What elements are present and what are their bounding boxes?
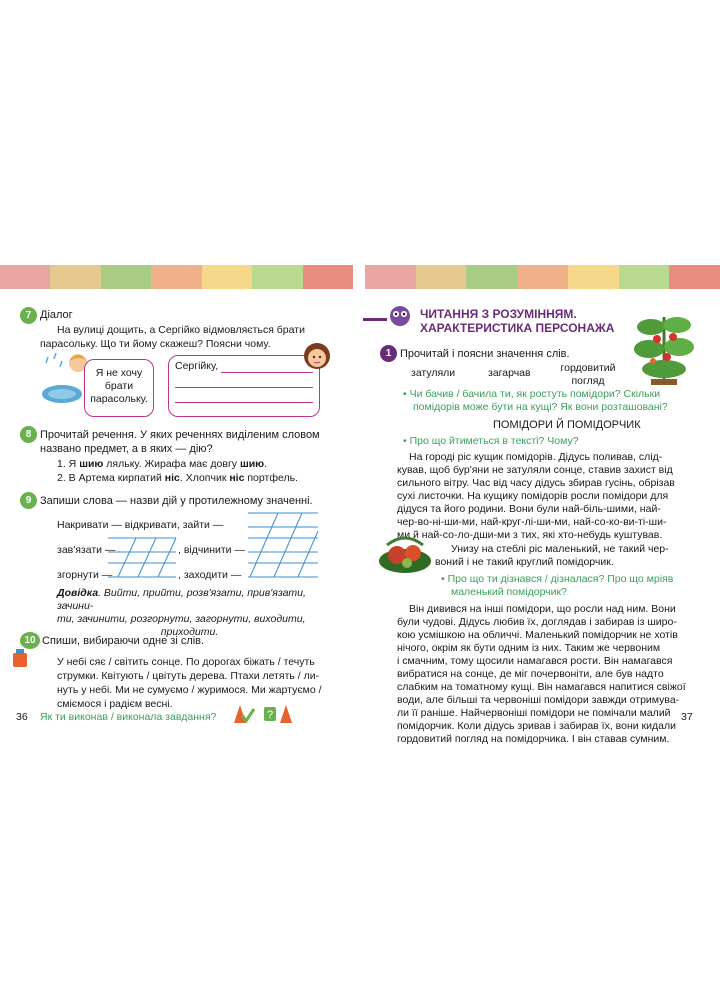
task7-title: Діалог bbox=[40, 309, 73, 321]
hint-text: ти, зачинити, розгорнути, загорнути, виходити, bbox=[57, 613, 306, 625]
right-page bbox=[363, 289, 720, 745]
page-number-37: 37 bbox=[681, 711, 693, 723]
task7-line2: парасольку. Що ти йому скажеш? Поясни чому. bbox=[40, 338, 271, 350]
header-accent-bar bbox=[363, 318, 387, 321]
task10-line: У небі сяє / світить сонце. По дорогах біжать / течуть bbox=[57, 656, 315, 668]
girl-avatar-illustration bbox=[300, 339, 334, 371]
story-line: Він дивився на інші помідори, що росли над ним. Вони bbox=[409, 603, 676, 615]
task9-row2a: зав'язати — bbox=[57, 544, 116, 556]
task7-line1: На вулиці дощить, а Сергійко відмовляється брати bbox=[57, 324, 305, 336]
stripe-segment bbox=[568, 265, 619, 289]
highlighted-word: шию bbox=[79, 458, 104, 470]
story-line: кував, щоб бур'яни не затуляли сонце, ставив захист від bbox=[397, 464, 673, 476]
task10-title: Спиши, вибираючи одне зі слів. bbox=[42, 635, 205, 647]
story-line: води, але більші та червоніші помідори завжди отримува- bbox=[397, 694, 680, 706]
story-paragraph-2 bbox=[435, 543, 669, 569]
hint-text: . Вийти, прийти, розв'язати, прив'язати, зачини- bbox=[57, 587, 306, 612]
stripe-segment bbox=[669, 265, 720, 289]
vocab-word-line: гордовитий bbox=[560, 362, 616, 374]
sentence-text: ляльку. Жирафа має довгу bbox=[103, 458, 240, 470]
reply-answer-box[interactable] bbox=[168, 355, 320, 417]
story-line: сильного вітру. Час від часу дідусь збирав гусінь, обрізав bbox=[397, 477, 675, 489]
task-number-9: 9 bbox=[20, 492, 37, 509]
question-line: маленький помідорчик? bbox=[451, 586, 567, 598]
story-line: помідорчик. Коли дідусь зривав і забирав їх, вони кидали bbox=[397, 720, 676, 732]
bubble-line2: брати bbox=[104, 380, 134, 392]
story-line: дідуся та його родини. Вони були най-біль-шими, най- bbox=[397, 503, 661, 515]
story-title: ПОМІДОРИ Й ПОМІДОРЧИК bbox=[493, 419, 641, 431]
stripe-segment bbox=[202, 265, 252, 289]
hint-text: приходити. bbox=[160, 626, 219, 638]
svg-text:?: ? bbox=[267, 709, 274, 721]
story-line: ли її раніше. Найчервоніші помідори не помічали малий bbox=[397, 707, 671, 719]
vocab-word: затуляли bbox=[411, 367, 456, 379]
vocab-word bbox=[553, 362, 623, 388]
sentence-text: . Хлопчик bbox=[179, 472, 230, 484]
task9-row1: Накривати — відкривати, зайти — bbox=[57, 519, 224, 531]
story-line: На городі ріс кущик помідорів. Дідусь поливав, слід- bbox=[409, 451, 663, 463]
bubble-line3: парасольку. bbox=[90, 393, 148, 405]
task-number-7: 7 bbox=[20, 307, 37, 324]
stripe-segment bbox=[50, 265, 100, 289]
task9-row3a: згорнути — bbox=[57, 569, 113, 581]
story-line: гордовитий погляд на помідорчика. І він ставав сумним. bbox=[397, 733, 670, 745]
story-paragraph-1 bbox=[397, 451, 685, 542]
vocab-word-line: погляд bbox=[571, 375, 605, 388]
story-line: кою усмішкою на обличчі. Маленький помідорчик не хотів bbox=[397, 629, 678, 641]
stripe-segment bbox=[101, 265, 151, 289]
story-line: вибратися на сонце, де міг почервоніти, але був надто bbox=[397, 668, 664, 680]
boy-speech-bubble bbox=[84, 359, 154, 417]
stripe-segment bbox=[252, 265, 302, 289]
answer-line bbox=[175, 402, 313, 403]
stripe-segment bbox=[416, 265, 467, 289]
stripe-segment bbox=[365, 265, 416, 289]
prediction-question: • Про що йтиметься в тексті? Чому? bbox=[403, 435, 579, 447]
question-line: • Чи бачив / бачила ти, як ростуть помідори? Скільки bbox=[403, 388, 661, 400]
question-line: • Про що ти дізнався / дізналася? Про що мріяв bbox=[441, 573, 674, 585]
highlighted-word: ніс bbox=[164, 472, 180, 484]
hint-label: Довідка bbox=[57, 587, 99, 599]
task1-title: Прочитай і поясни значення слів. bbox=[400, 348, 570, 360]
vocab-word: загарчав bbox=[488, 367, 531, 379]
small-tomato-illustration bbox=[377, 531, 433, 575]
task9-row3b: , заходити — bbox=[178, 569, 242, 581]
task8-sentence1 bbox=[57, 458, 267, 471]
task10-line: сміємося і радієм весні. bbox=[57, 698, 173, 710]
task8-line1: Прочитай речення. У яких реченнях виділеним словом bbox=[40, 429, 320, 441]
sentence-text: 2. В Артема кирпатий bbox=[57, 472, 165, 484]
story-line: і смачним, тому щосили намагався рости. Він намагався bbox=[397, 655, 673, 667]
answer-line bbox=[175, 387, 313, 388]
story-line: чер-во-ні-ши-ми, най-круг-лі-ши-ми, най-со-ко-ви-ті-ши- bbox=[397, 516, 667, 528]
answer-line bbox=[221, 372, 313, 373]
stripe-segment bbox=[303, 265, 353, 289]
task9-hint bbox=[57, 587, 322, 639]
reflection-question bbox=[441, 573, 673, 599]
task10-line: струмки. Квітують / цвітуть дерева. Птахи летять / ли- bbox=[57, 670, 320, 682]
story-line: сухі листочки. На кущику помідорів росли помідори для bbox=[397, 490, 669, 502]
task10-line: нуть у небі. Ми не сумуємо / журимося. Ми жартуємо / bbox=[57, 684, 322, 696]
stripe-segment bbox=[619, 265, 670, 289]
task8-sentence2 bbox=[57, 472, 298, 485]
boy-with-puddle-illustration bbox=[40, 349, 90, 409]
section-title-line1: ЧИТАННЯ З РОЗУМІННЯМ. bbox=[420, 307, 577, 321]
self-assessment-squirrels-icon[interactable] bbox=[228, 699, 300, 727]
highlighted-word: шию bbox=[239, 458, 265, 470]
task-number-10: 10 bbox=[20, 632, 40, 649]
sentence-text: портфель. bbox=[244, 472, 298, 484]
story-line: були чудові. Дідусь любив їх, доглядав і забирав із широ- bbox=[397, 616, 677, 628]
question-line: помідорів може бути на кущі? Як вони розташовані? bbox=[413, 401, 668, 413]
highlighted-word: ніс bbox=[229, 472, 245, 484]
handwriting-slant-grid bbox=[108, 505, 323, 585]
tomato-plant-illustration bbox=[631, 309, 697, 387]
page-number-36: 36 bbox=[16, 711, 28, 723]
sentence-text: . bbox=[264, 458, 268, 470]
task9-title: Запиши слова — назви дій у протилежному значенні. bbox=[40, 495, 313, 507]
bubble-line1: Я не хочу bbox=[95, 367, 143, 379]
top-color-stripe-left bbox=[0, 265, 353, 289]
story-line: Унизу на стеблі ріс маленький, не такий чер- bbox=[451, 543, 669, 555]
pencil-icon bbox=[10, 647, 32, 673]
stripe-segment bbox=[0, 265, 50, 289]
task-number-1: 1 bbox=[380, 345, 397, 362]
task9-row2b: , відчинити — bbox=[178, 544, 245, 556]
story-line: воний і не такий круглий помідорчик. bbox=[435, 556, 614, 568]
reply-label: Сергійку, bbox=[175, 360, 219, 372]
stripe-segment bbox=[151, 265, 201, 289]
story-line: нічого, окрім як бути одним із них. Таким же червоним bbox=[397, 642, 661, 654]
left-page bbox=[0, 289, 355, 734]
owl-icon bbox=[387, 303, 413, 327]
top-color-stripe-right bbox=[365, 265, 720, 289]
story-line: слабким на томатному кущі. Він намагався напитися свіжої bbox=[397, 681, 686, 693]
story-line: ми й най-со-ло-дши-ми з тих, які хто-небудь куштував. bbox=[397, 529, 663, 541]
stripe-segment bbox=[517, 265, 568, 289]
story-paragraph-3 bbox=[397, 603, 687, 746]
question-helpers bbox=[403, 388, 668, 414]
section-title-line2: ХАРАКТЕРИСТИКА ПЕРСОНАЖА bbox=[420, 321, 615, 335]
task8-line2: названо предмет, а в яких — дію? bbox=[40, 443, 213, 455]
sentence-text: 1. Я bbox=[57, 458, 80, 470]
task-number-8: 8 bbox=[20, 426, 37, 443]
stripe-segment bbox=[466, 265, 517, 289]
self-check-question: Як ти виконав / виконала завдання? bbox=[40, 711, 217, 723]
